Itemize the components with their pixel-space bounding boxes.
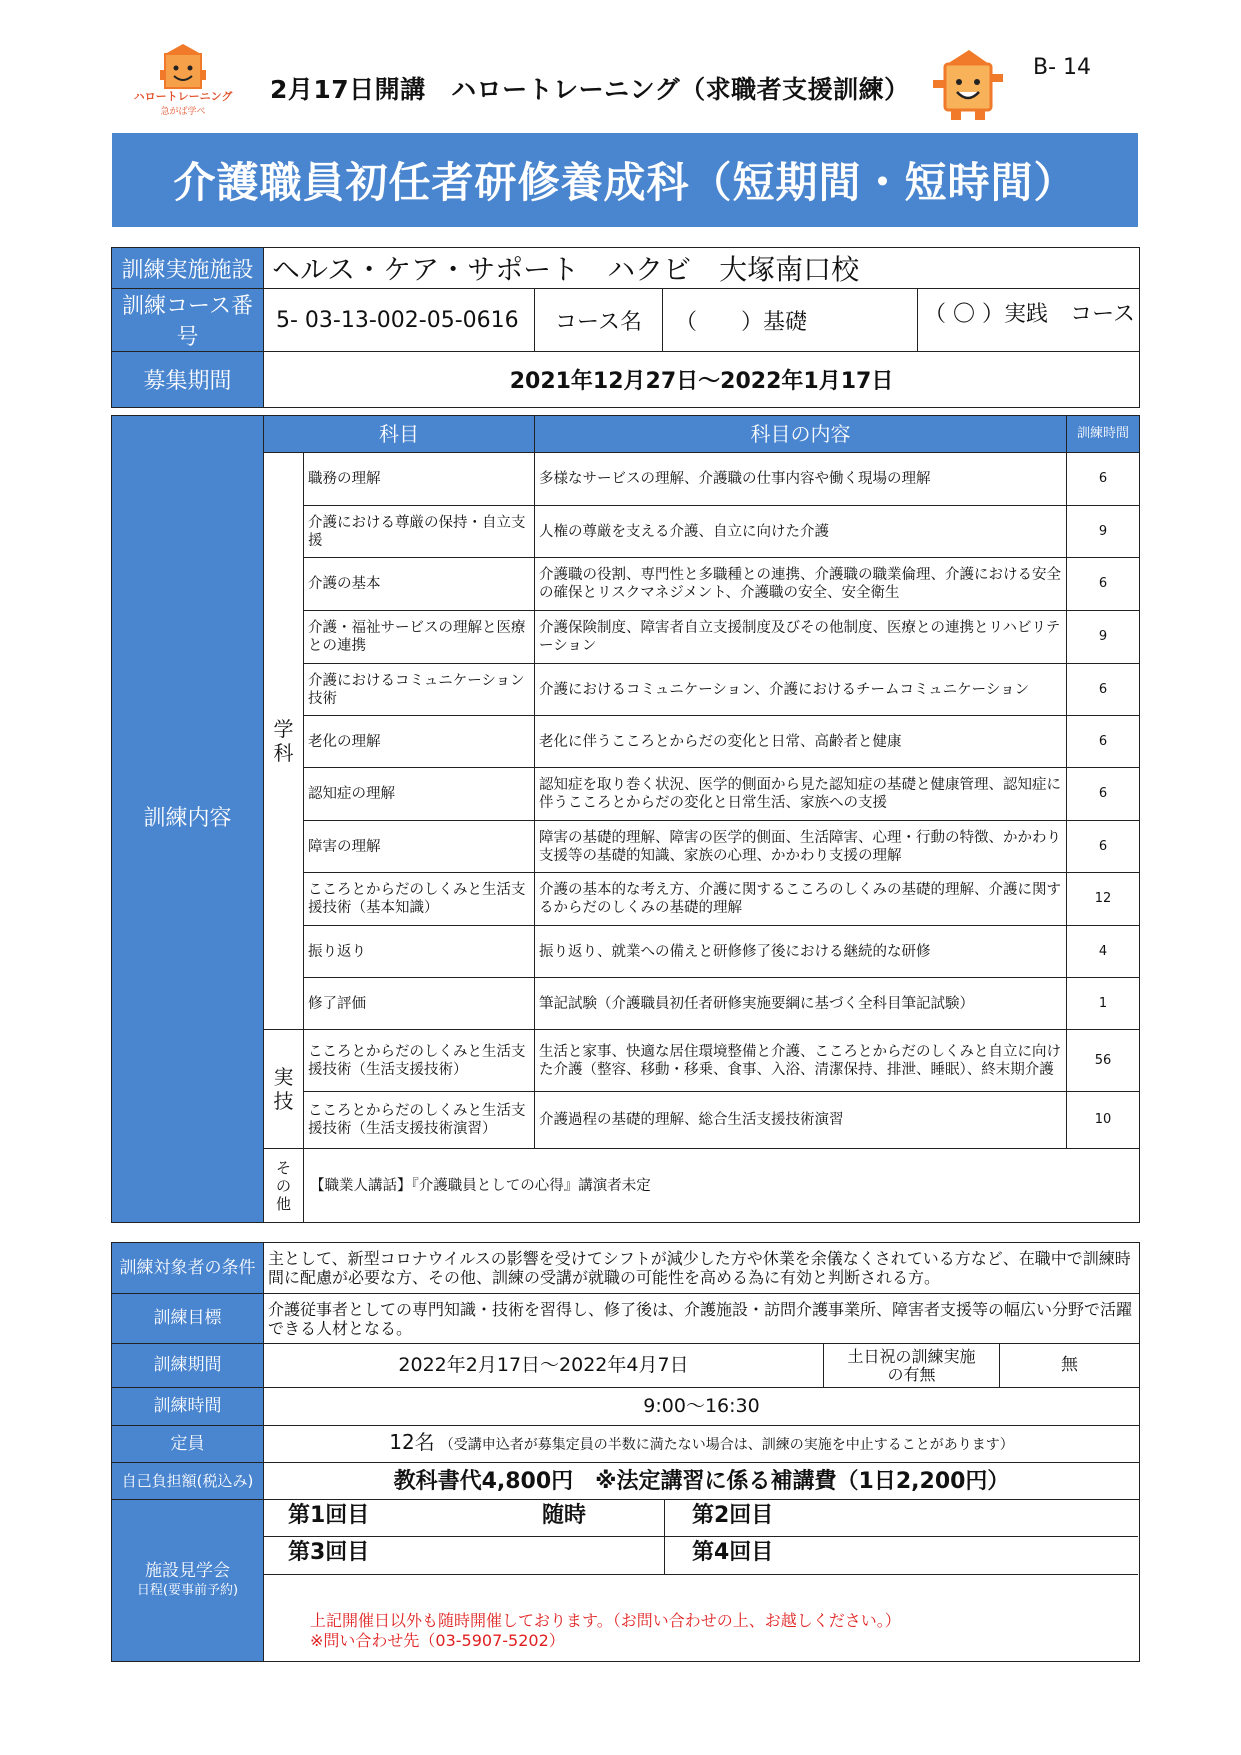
- visit-grid-line: [264, 1536, 1138, 1537]
- hours-cell: 6: [1067, 558, 1140, 611]
- subject-cell: 老化の理解: [304, 716, 535, 768]
- hours-cell: 9: [1067, 506, 1140, 558]
- goal-label: 訓練目標: [112, 1294, 264, 1344]
- content-cell: 障害の基礎的理解、障害の医学的側面、生活障害、心理・行動の特徴、かかわり支援等の基礎的知識、家族の心理、かかわり支援の理解: [535, 821, 1067, 873]
- training-period: 2022年2月17日～2022年4月7日: [264, 1344, 824, 1388]
- course-name-label: コース名: [535, 289, 663, 352]
- subject-cell: 修了評価: [304, 978, 535, 1030]
- training-time-label: 訓練時間: [112, 1388, 264, 1426]
- logo-text: ハロートレーニング: [133, 90, 233, 103]
- visit-grid-divider: [664, 1500, 665, 1574]
- hours-cell: 9: [1067, 611, 1140, 664]
- hours-cell: 6: [1067, 821, 1140, 873]
- visit-1-label: 第1回目: [288, 1503, 370, 1528]
- visit-label-cell: [112, 1500, 264, 1662]
- category-jitsugi: 実技: [264, 1030, 304, 1149]
- content-cell: 生活と家事、快適な居住環境整備と介護、こころとからだのしくみと自立に向けた介護（整容、移動・移乗、食事、入浴、清潔保持、排泄、睡眠）、終末期介護: [535, 1030, 1067, 1092]
- hours-cell: 10: [1067, 1092, 1140, 1149]
- hours-cell: 56: [1067, 1030, 1140, 1092]
- holiday-value: 無: [1000, 1344, 1140, 1388]
- visit-4-label: 第4回目: [692, 1540, 774, 1565]
- facility-label: 訓練実施施設: [112, 248, 264, 289]
- contact-note: ※問い合わせ先（03-5907-5202）: [310, 1631, 565, 1650]
- content-cell: 筆記試験（介護職員初任者研修実施要綱に基づく全科目筆記試験）: [535, 978, 1067, 1030]
- course-type-practice: （ 〇 ）実践: [924, 302, 1048, 327]
- mascot-icon: [923, 50, 1009, 122]
- content-cell: 介護過程の基礎的理解、総合生活支援技術演習: [535, 1092, 1067, 1149]
- subject-cell: 介護の基本: [304, 558, 535, 611]
- category-other: その他: [264, 1149, 304, 1223]
- target-label: 訓練対象者の条件: [112, 1243, 264, 1294]
- header-title: 2月17日開講 ハロートレーニング（求職者支援訓練）: [270, 75, 910, 104]
- page-code: B- 14: [1033, 55, 1092, 80]
- col-subject-header: 科目: [264, 416, 535, 453]
- capacity-label: 定員: [112, 1426, 264, 1463]
- course-title-banner: 介護職員初任者研修養成科（短期間・短時間）: [112, 133, 1138, 227]
- training-period-label: 訓練期間: [112, 1344, 264, 1388]
- content-cell: 老化に伴うこころとからだの変化と日常、高齢者と健康: [535, 716, 1067, 768]
- capacity-note: （受講申込者が募集定員の半数に満たない場合は、訓練の実施を中止することがあります）: [439, 1437, 1014, 1453]
- visit-2-label: 第2回目: [692, 1503, 774, 1528]
- course-info-table: [111, 247, 1140, 408]
- content-cell: 介護におけるコミュニケーション、介護におけるチームコミュニケーション: [535, 664, 1067, 716]
- hours-cell: 12: [1067, 873, 1140, 926]
- visit-note: 上記開催日以外も随時開催しております。（お問い合わせの上、お越しください。）: [310, 1611, 901, 1630]
- category-gakka: 学科: [264, 453, 304, 1030]
- col-hours-header: 訓練時間: [1067, 416, 1140, 453]
- target-conditions: 主として、新型コロナウイルスの影響を受けてシフトが減少した方や休業を余儀なくされている方など、在職中で訓練時間に配慮が必要な方、その他、訓練の受講が就職の可能性を高める為に有効と判断される方。: [264, 1243, 1140, 1294]
- course-type-cell: [918, 289, 1140, 352]
- holiday-label: 土日祝の訓練実施の有無: [824, 1344, 1000, 1388]
- content-cell: 【職業人講話】『介護職員としての心得』講演者未定: [304, 1149, 1140, 1223]
- content-cell: 振り返り、就業への備えと研修修了後における継続的な研修: [535, 926, 1067, 978]
- subject-cell: 職務の理解: [304, 453, 535, 506]
- subject-cell: こころとからだのしくみと生活支援技術（基本知識）: [304, 873, 535, 926]
- col-content-header: 科目の内容: [535, 416, 1067, 453]
- hello-training-logo: [118, 44, 248, 124]
- mascot-illustration: [923, 50, 1009, 122]
- visit-label: 施設見学会: [145, 1560, 230, 1581]
- hours-cell: 4: [1067, 926, 1140, 978]
- visit-grid: [264, 1500, 1138, 1575]
- subject-cell: 介護・福祉サービスの理解と医療との連携: [304, 611, 535, 664]
- training-time: 9:00～16:30: [264, 1388, 1140, 1426]
- curriculum-table: [111, 415, 1140, 1223]
- hours-cell: 1: [1067, 978, 1140, 1030]
- curriculum-label: 訓練内容: [112, 416, 264, 1223]
- subject-cell: 振り返り: [304, 926, 535, 978]
- content-cell: 介護職の役割、専門性と多職種との連携、介護職の職業倫理、介護における安全の確保とリスクマネジメント、介護職の安全、安全衛生: [535, 558, 1067, 611]
- hours-cell: 6: [1067, 768, 1140, 821]
- course-suffix: コース: [1070, 302, 1136, 327]
- course-type-basic: （ ）基礎: [663, 289, 918, 352]
- hours-cell: 6: [1067, 716, 1140, 768]
- training-details-table: [111, 1242, 1140, 1662]
- facility-name: ヘルス・ケア・サポート ハクビ 大塚南口校: [264, 248, 1140, 289]
- hours-cell: 6: [1067, 453, 1140, 506]
- visit-1-value: 随時: [542, 1503, 587, 1528]
- subject-cell: こころとからだのしくみと生活支援技術（生活支援技術演習）: [304, 1092, 535, 1149]
- content-cell: 介護保険制度、障害者自立支援制度及びその他制度、医療との連携とリハビリテーション: [535, 611, 1067, 664]
- course-number: 5- 03-13-002-05-0616: [264, 289, 535, 352]
- subject-cell: こころとからだのしくみと生活支援技術（生活支援技術）: [304, 1030, 535, 1092]
- content-cell: 人権の尊厳を支える介護、自立に向けた介護: [535, 506, 1067, 558]
- content-cell: 多様なサービスの理解、介護職の仕事内容や働く現場の理解: [535, 453, 1067, 506]
- capacity-value: 12名: [389, 1430, 435, 1454]
- recruit-period-label: 募集期間: [112, 352, 264, 408]
- content-cell: 認知症を取り巻く状況、医学的側面から見た認知症の基礎と健康管理、認知症に伴うこころとからだの変化と日常生活、家族への支援: [535, 768, 1067, 821]
- self-cost: 教科書代4,800円 ※法定講習に係る補講費（1日2,200円）: [264, 1463, 1140, 1500]
- subject-cell: 障害の理解: [304, 821, 535, 873]
- visit-schedule-cell: [264, 1500, 1140, 1662]
- cost-label: 自己負担額(税込み): [112, 1463, 264, 1500]
- visit-3-label: 第3回目: [288, 1540, 370, 1565]
- subject-cell: 介護における尊厳の保持・自立支援: [304, 506, 535, 558]
- training-goal: 介護従事者としての専門知識・技術を習得し、修了後は、介護施設・訪問介護事業所、障害者支援等の幅広い分野で活躍できる人材となる。: [264, 1294, 1140, 1344]
- subject-cell: 介護におけるコミュニケーション技術: [304, 664, 535, 716]
- recruit-period: 2021年12月27日～2022年1月17日: [264, 352, 1140, 408]
- hours-cell: 6: [1067, 664, 1140, 716]
- subject-cell: 認知症の理解: [304, 768, 535, 821]
- content-cell: 介護の基本的な考え方、介護に関するこころのしくみの基礎的理解、介護に関するからだのしくみの基礎的理解: [535, 873, 1067, 926]
- logo-subtext: 急がば学べ: [160, 107, 206, 117]
- capacity-cell: [264, 1426, 1140, 1463]
- course-number-label: 訓練コース番号: [112, 289, 264, 352]
- visit-sub-label: 日程(要事前予約): [136, 1582, 239, 1598]
